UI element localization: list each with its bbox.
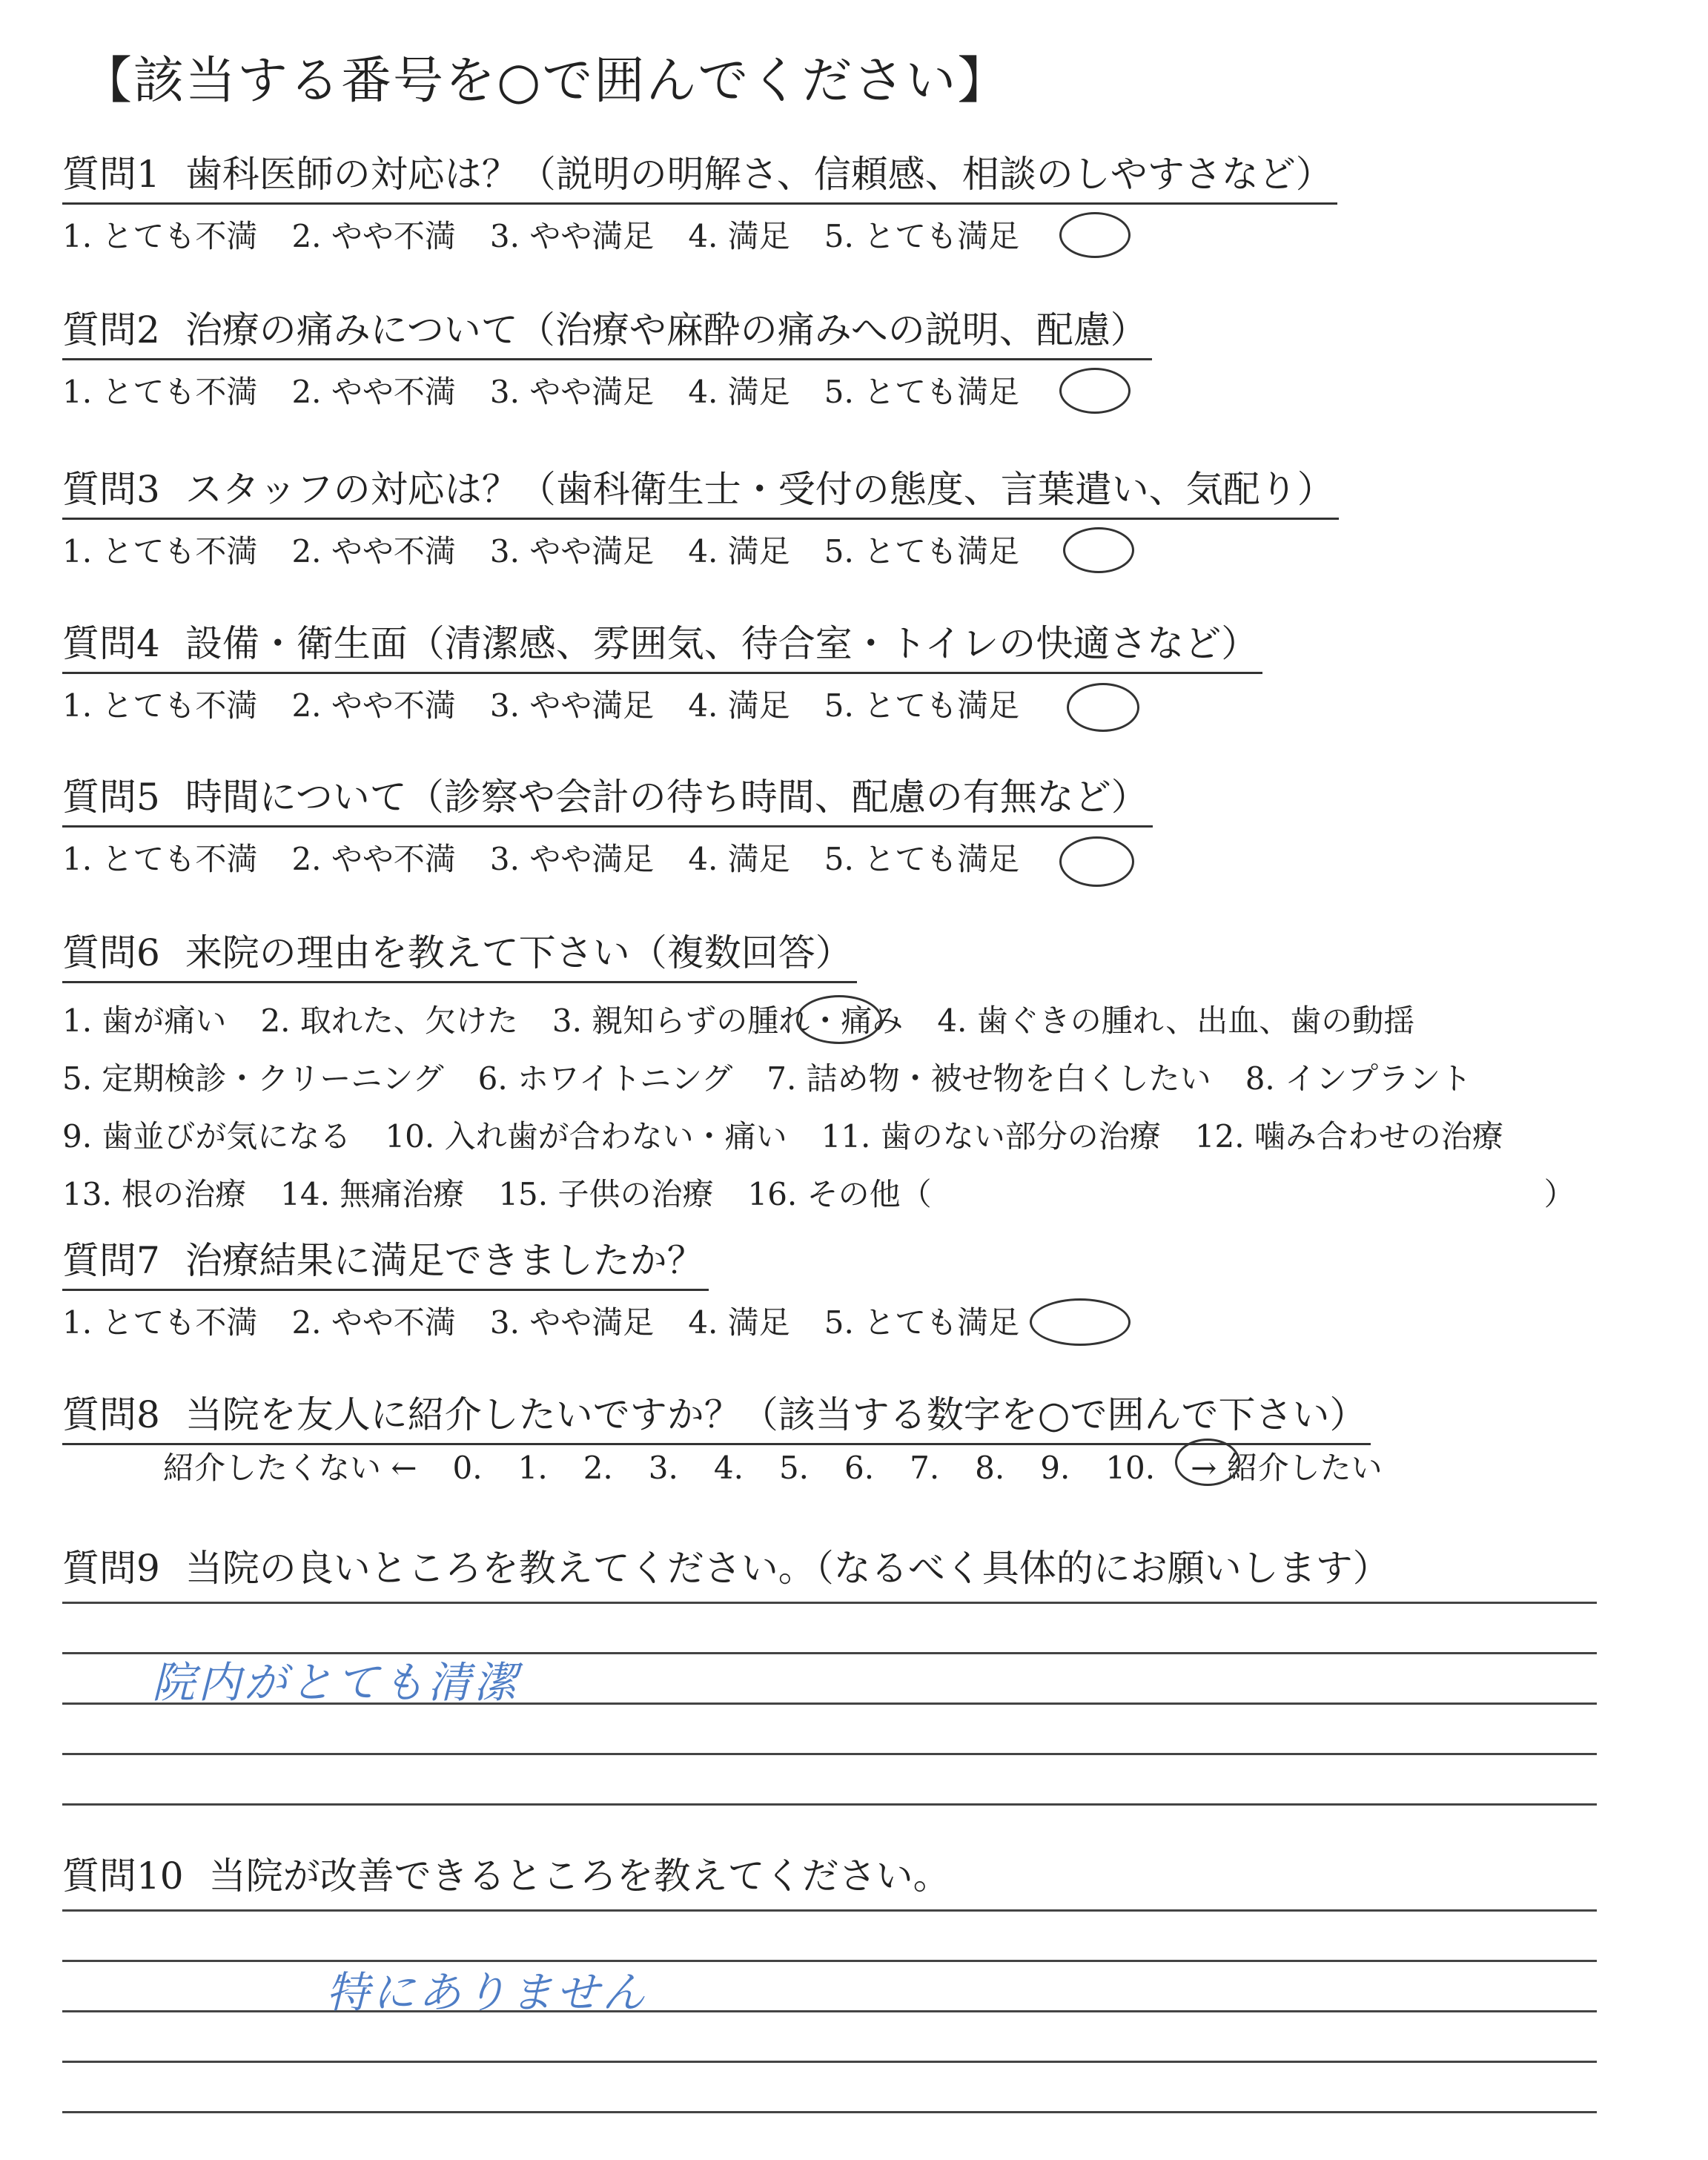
- scale-value[interactable]: 6.: [844, 1450, 875, 1486]
- answer-circle-mark: [1067, 683, 1139, 732]
- scale-value[interactable]: 8.: [975, 1450, 1005, 1486]
- reason-option[interactable]: 2. 取れた、欠けた: [260, 1003, 518, 1039]
- question-text: 歯科医師の対応は？（説明の明解さ、信頼感、相談のしやすさなど）: [185, 153, 1333, 196]
- reason-option[interactable]: 4. 歯ぐきの腫れ、出血、歯の動揺: [937, 1003, 1415, 1039]
- scale-value[interactable]: 3.: [648, 1450, 678, 1486]
- scale-value[interactable]: 5.: [778, 1450, 810, 1486]
- answer-circle-mark: [1030, 1298, 1131, 1346]
- choice-4[interactable]: 4. 満足: [688, 841, 790, 877]
- answer-line: [62, 2010, 1597, 2012]
- reason-option[interactable]: 1. 歯が痛い: [62, 1003, 227, 1039]
- handwritten-answer[interactable]: 特にありません: [326, 1967, 649, 2018]
- choice-4[interactable]: 4. 満足: [688, 374, 790, 410]
- question-text: 治療結果に満足できましたか？: [185, 1239, 704, 1282]
- handwritten-answer[interactable]: 院内がとても清潔: [152, 1657, 520, 1708]
- answer-circle-mark: [1063, 527, 1134, 573]
- answer-choices: [62, 368, 1152, 412]
- choice-3[interactable]: 3. やや満足: [489, 218, 655, 254]
- reason-option[interactable]: 6. ホワイトニング: [477, 1060, 733, 1097]
- scale-right-label: → 紹介したい: [1191, 1450, 1383, 1486]
- answer-circle-mark: [1059, 212, 1131, 258]
- choice-2[interactable]: 2. やや不満: [291, 533, 456, 569]
- choice-3[interactable]: 3. やや満足: [489, 841, 655, 877]
- question-number: 質問1: [62, 153, 160, 196]
- answer-choices: [62, 527, 1339, 572]
- question-text: 当院を友人に紹介したいですか？（該当する数字を○で囲んで下さい）: [185, 1393, 1367, 1436]
- answer-choices: [62, 1298, 1053, 1343]
- scale-value[interactable]: 2.: [583, 1450, 613, 1486]
- reason-options-row-1: [62, 997, 1575, 1041]
- reason-option[interactable]: 10. 入れ歯が合わない・痛い: [385, 1118, 787, 1155]
- answer-choices: [62, 212, 1337, 257]
- choice-2[interactable]: 2. やや不満: [291, 841, 456, 877]
- choice-2[interactable]: 2. やや不満: [291, 1304, 456, 1341]
- choice-4[interactable]: 4. 満足: [688, 533, 790, 569]
- question-number: 質問5: [62, 776, 160, 819]
- question-8: [62, 1385, 1371, 1445]
- choice-4[interactable]: 4. 満足: [688, 1304, 790, 1341]
- choice-3[interactable]: 3. やや満足: [489, 374, 655, 410]
- question-3: [62, 460, 1339, 572]
- question-text: 設備・衛生面（清潔感、雰囲気、待合室・トイレの快適さなど）: [185, 622, 1259, 665]
- choice-1[interactable]: 1. とても不満: [62, 1304, 258, 1341]
- reason-option[interactable]: 7. 詰め物・被せ物を白くしたい: [767, 1060, 1211, 1097]
- reason-option[interactable]: 3. 親知らずの腫れ・痛み: [552, 1003, 904, 1039]
- choice-5[interactable]: 5. とても満足: [824, 533, 1020, 569]
- question-number: 質問7: [62, 1239, 160, 1282]
- question-text: 来院の理由を教えて下さい（複数回答）: [185, 931, 853, 974]
- choice-5[interactable]: 5. とても満足: [824, 1304, 1020, 1341]
- choice-5[interactable]: 5. とても満足: [824, 374, 1020, 410]
- scale-value[interactable]: 7.: [910, 1450, 940, 1486]
- other-close-paren: ）: [1543, 1176, 1575, 1212]
- choice-1[interactable]: 1. とても不満: [62, 687, 258, 724]
- reason-option[interactable]: 11. 歯のない部分の治療: [821, 1118, 1161, 1155]
- answer-circle-mark: [1059, 368, 1131, 414]
- reason-option[interactable]: 5. 定期検診・クリーニング: [62, 1060, 444, 1097]
- question-4: [62, 614, 1262, 726]
- reason-options-row-4: [62, 1170, 1575, 1215]
- scale-left-label: 紹介したくない ←: [163, 1450, 417, 1486]
- reason-options-row-2: [62, 1054, 1575, 1099]
- question-9: [62, 1539, 1390, 1592]
- question-text: 当院の良いところを教えてください。（なるべく具体的にお願いします）: [185, 1547, 1390, 1590]
- scale-value[interactable]: 1.: [517, 1450, 548, 1486]
- question-1: [62, 145, 1337, 257]
- reason-option[interactable]: 12. 噛み合わせの治療: [1194, 1118, 1503, 1155]
- choice-1[interactable]: 1. とても不満: [62, 533, 258, 569]
- scale-value[interactable]: 4.: [713, 1450, 744, 1486]
- choice-2[interactable]: 2. やや不満: [291, 374, 456, 410]
- question-7: [62, 1231, 1053, 1343]
- answer-line: [62, 2111, 1597, 2113]
- answer-line: [62, 1909, 1597, 1912]
- answer-line: [62, 1753, 1597, 1755]
- choice-3[interactable]: 3. やや満足: [489, 533, 655, 569]
- question-text: 治療の痛みについて（治療や麻酔の痛みへの説明、配慮）: [185, 308, 1148, 351]
- question-text: スタッフの対応は？（歯科衛生士・受付の態度、言葉遣い、気配り）: [185, 468, 1334, 511]
- answer-line: [62, 2061, 1597, 2063]
- question-number: 質問2: [62, 308, 160, 351]
- choice-1[interactable]: 1. とても不満: [62, 374, 258, 410]
- reason-options-row-3: [62, 1112, 1575, 1157]
- question-text: 時間について（診察や会計の待ち時間、配慮の有無など）: [185, 776, 1148, 819]
- choice-2[interactable]: 2. やや不満: [291, 687, 456, 724]
- answer-line: [62, 1602, 1597, 1604]
- answer-choices: [62, 681, 1262, 726]
- scale-value[interactable]: 0.: [452, 1450, 483, 1486]
- answer-circle-mark: [1175, 1439, 1240, 1486]
- reason-option[interactable]: 8. インプラント: [1245, 1060, 1472, 1097]
- question-number: 質問8: [62, 1393, 160, 1436]
- answer-line: [62, 1960, 1597, 1962]
- scale-value[interactable]: 9.: [1040, 1450, 1070, 1486]
- choice-5[interactable]: 5. とても満足: [824, 841, 1020, 877]
- answer-circle-mark: [796, 995, 882, 1044]
- choice-4[interactable]: 4. 満足: [688, 687, 790, 724]
- choice-5[interactable]: 5. とても満足: [824, 218, 1020, 254]
- reason-option[interactable]: 14. 無痛治療: [280, 1176, 465, 1212]
- choice-1[interactable]: 1. とても不満: [62, 841, 258, 877]
- question-number: 質問10: [62, 1855, 184, 1898]
- choice-5[interactable]: 5. とても満足: [824, 687, 1020, 724]
- reason-option[interactable]: 9. 歯並びが気になる: [62, 1118, 351, 1155]
- question-2: [62, 300, 1152, 412]
- question-number: 質問9: [62, 1547, 160, 1590]
- choice-4[interactable]: 4. 満足: [688, 218, 790, 254]
- reason-option[interactable]: 15. 子供の治療: [498, 1176, 714, 1212]
- question-number: 質問4: [62, 622, 160, 665]
- scale-value[interactable]: 10.: [1105, 1450, 1156, 1486]
- form-title: 【該当する番号を○で囲んでください】: [82, 52, 1010, 110]
- question-text: 当院が改善できるところを教えてください。: [208, 1855, 950, 1898]
- question-6: [62, 923, 1575, 1215]
- choice-2[interactable]: 2. やや不満: [291, 218, 456, 254]
- choice-1[interactable]: 1. とても不満: [62, 218, 258, 254]
- reason-option-other[interactable]: 16. その他（: [747, 1176, 932, 1212]
- question-10: [62, 1846, 950, 1900]
- reason-option[interactable]: 13. 根の治療: [62, 1176, 247, 1212]
- question-number: 質問3: [62, 468, 160, 511]
- answer-line: [62, 1803, 1597, 1806]
- question-5: [62, 767, 1153, 879]
- answer-choices: [62, 835, 1153, 879]
- question-number: 質問6: [62, 931, 160, 974]
- answer-circle-mark: [1059, 836, 1134, 887]
- choice-3[interactable]: 3. やや満足: [489, 1304, 655, 1341]
- choice-3[interactable]: 3. やや満足: [489, 687, 655, 724]
